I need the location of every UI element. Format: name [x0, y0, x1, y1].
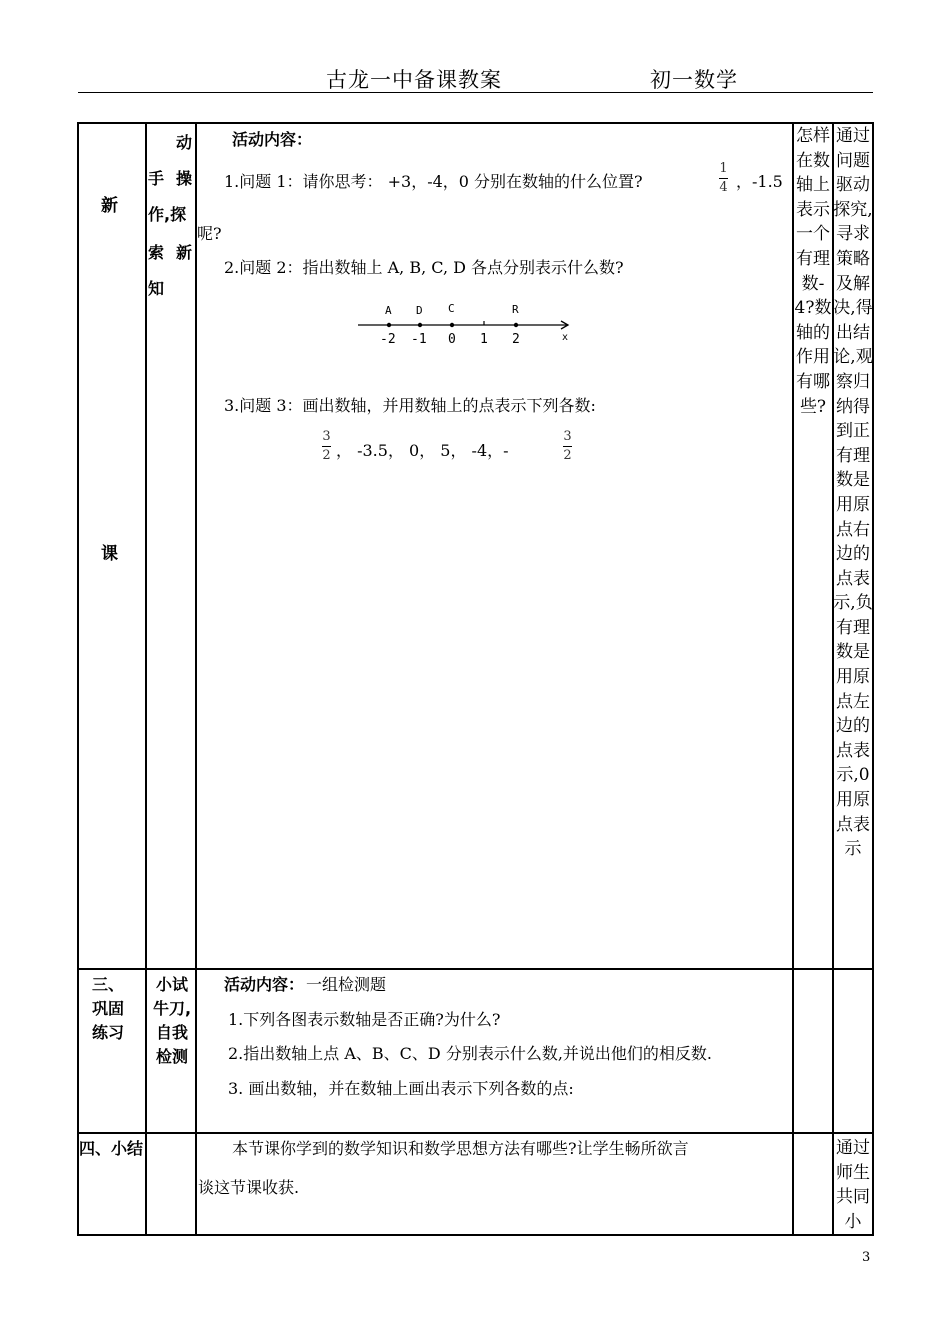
- activity-heading: 活动内容：: [232, 130, 313, 149]
- stage-label-line: 小试: [155, 975, 188, 994]
- practice-activity-title: 一组检测题: [306, 975, 387, 994]
- summary-line: 谈这节课收获.: [198, 1178, 300, 1197]
- section-label-line: 巩固: [92, 999, 125, 1018]
- stage-char: 作,探: [148, 205, 187, 224]
- stage-label-practice: [150, 973, 194, 1069]
- table-border-top: [77, 122, 874, 124]
- stage-char: 知: [148, 279, 165, 298]
- guiding-question-column: 怎样在数轴上表示一个有理数-4?数轴的作用有哪些?: [794, 126, 832, 417]
- number-line-point-a: [387, 323, 391, 327]
- point-label: D: [416, 304, 423, 317]
- tick-label: -2: [380, 332, 396, 347]
- practice-item: 1.下列各图表示数轴是否正确?为什么?: [228, 1010, 501, 1029]
- fraction-three-halves: [322, 430, 331, 463]
- stage-char: 索: [148, 243, 165, 262]
- fraction-one-quarter: [719, 162, 728, 195]
- stage-char: 操: [176, 169, 193, 188]
- number-line-point-r: [514, 323, 518, 327]
- stage-char: 新: [176, 243, 193, 262]
- fraction-bar: [719, 178, 728, 179]
- section-label-summary: 四、小结: [79, 1139, 144, 1158]
- fraction-bar: [322, 446, 331, 447]
- point-label: R: [512, 303, 519, 316]
- table-border-left: [77, 122, 79, 1235]
- stage-label-line: 检测: [155, 1047, 188, 1066]
- stage-label-line: 牛刀,: [152, 999, 192, 1018]
- table-row-divider-1: [77, 968, 874, 970]
- fraction-numerator: 3: [322, 429, 331, 444]
- tick-label: 1: [480, 332, 488, 347]
- design-intent-column: 通过问题驱动探究,寻求策略及解决,得出结论,观察归纳得到正有理数是用原点右边的点表示,负有理数是用原点左边的点表示,0用原点表示: [833, 126, 873, 860]
- question-3-values: ， -3.5， 0， 5， -4，-: [336, 441, 509, 460]
- tick-label: 0: [448, 332, 456, 347]
- practice-activity-heading: 活动内容：: [224, 975, 305, 994]
- point-label: A: [385, 304, 392, 317]
- stage-char: 动: [176, 133, 193, 152]
- number-line-diagram: [354, 298, 576, 350]
- table-col-divider-1: [145, 122, 147, 1235]
- fraction-numerator: 3: [563, 429, 572, 444]
- document-subject: 初一数学: [650, 68, 738, 92]
- fraction-numerator: 1: [719, 161, 728, 176]
- section-label-practice: [92, 973, 124, 1045]
- stage-label-line: 自我: [155, 1023, 188, 1042]
- summary-intent-column: 通过师生共同小: [836, 1138, 870, 1232]
- section-label-new-bottom: 课: [101, 544, 118, 564]
- fraction-bar: [563, 446, 572, 447]
- question-2: 2.问题 2：指出数轴上 A, B, C, D 各点分别表示什么数?: [224, 258, 624, 277]
- fraction-denominator: 2: [563, 448, 572, 463]
- question-1-tail: ，-1.5: [736, 172, 783, 191]
- tick-label: -1: [411, 332, 427, 347]
- header-rule: [78, 92, 873, 93]
- fraction-denominator: 2: [322, 448, 331, 463]
- table-row-divider-2: [77, 1132, 874, 1134]
- number-line-point-d: [418, 323, 422, 327]
- summary-line: 本节课你学到的数学知识和数学思想方法有哪些?让学生畅所欲言: [232, 1139, 689, 1158]
- axis-label: x: [562, 332, 569, 343]
- tick-label: 2: [512, 332, 520, 347]
- practice-item: 2.指出数轴上点 A、B、C、D 分别表示什么数,并说出他们的相反数.: [228, 1044, 712, 1063]
- section-label-new-top: 新: [101, 196, 118, 216]
- table-border-bottom: [77, 1234, 874, 1236]
- point-label: C: [448, 302, 455, 315]
- number-line-point-c: [450, 323, 454, 327]
- practice-item: 3. 画出数轴，并在数轴上画出表示下列各数的点:: [228, 1079, 574, 1098]
- question-1-wrap: 呢?: [197, 224, 222, 243]
- section-label-line: 三、: [92, 975, 125, 994]
- section-label-line: 练习: [92, 1023, 125, 1042]
- fraction-denominator: 4: [719, 180, 728, 195]
- document-title: 古龙一中备课教案: [326, 68, 502, 92]
- question-3: 3.问题 3：画出数轴，并用数轴上的点表示下列各数:: [224, 396, 596, 415]
- stage-char: 手: [148, 169, 165, 188]
- table-col-divider-2: [195, 122, 197, 1235]
- question-1: 1.问题 1：请你思考： +3，-4，0 分别在数轴的什么位置?: [224, 172, 643, 191]
- page-number: 3: [862, 1250, 871, 1265]
- fraction-three-halves-negative: [563, 430, 572, 463]
